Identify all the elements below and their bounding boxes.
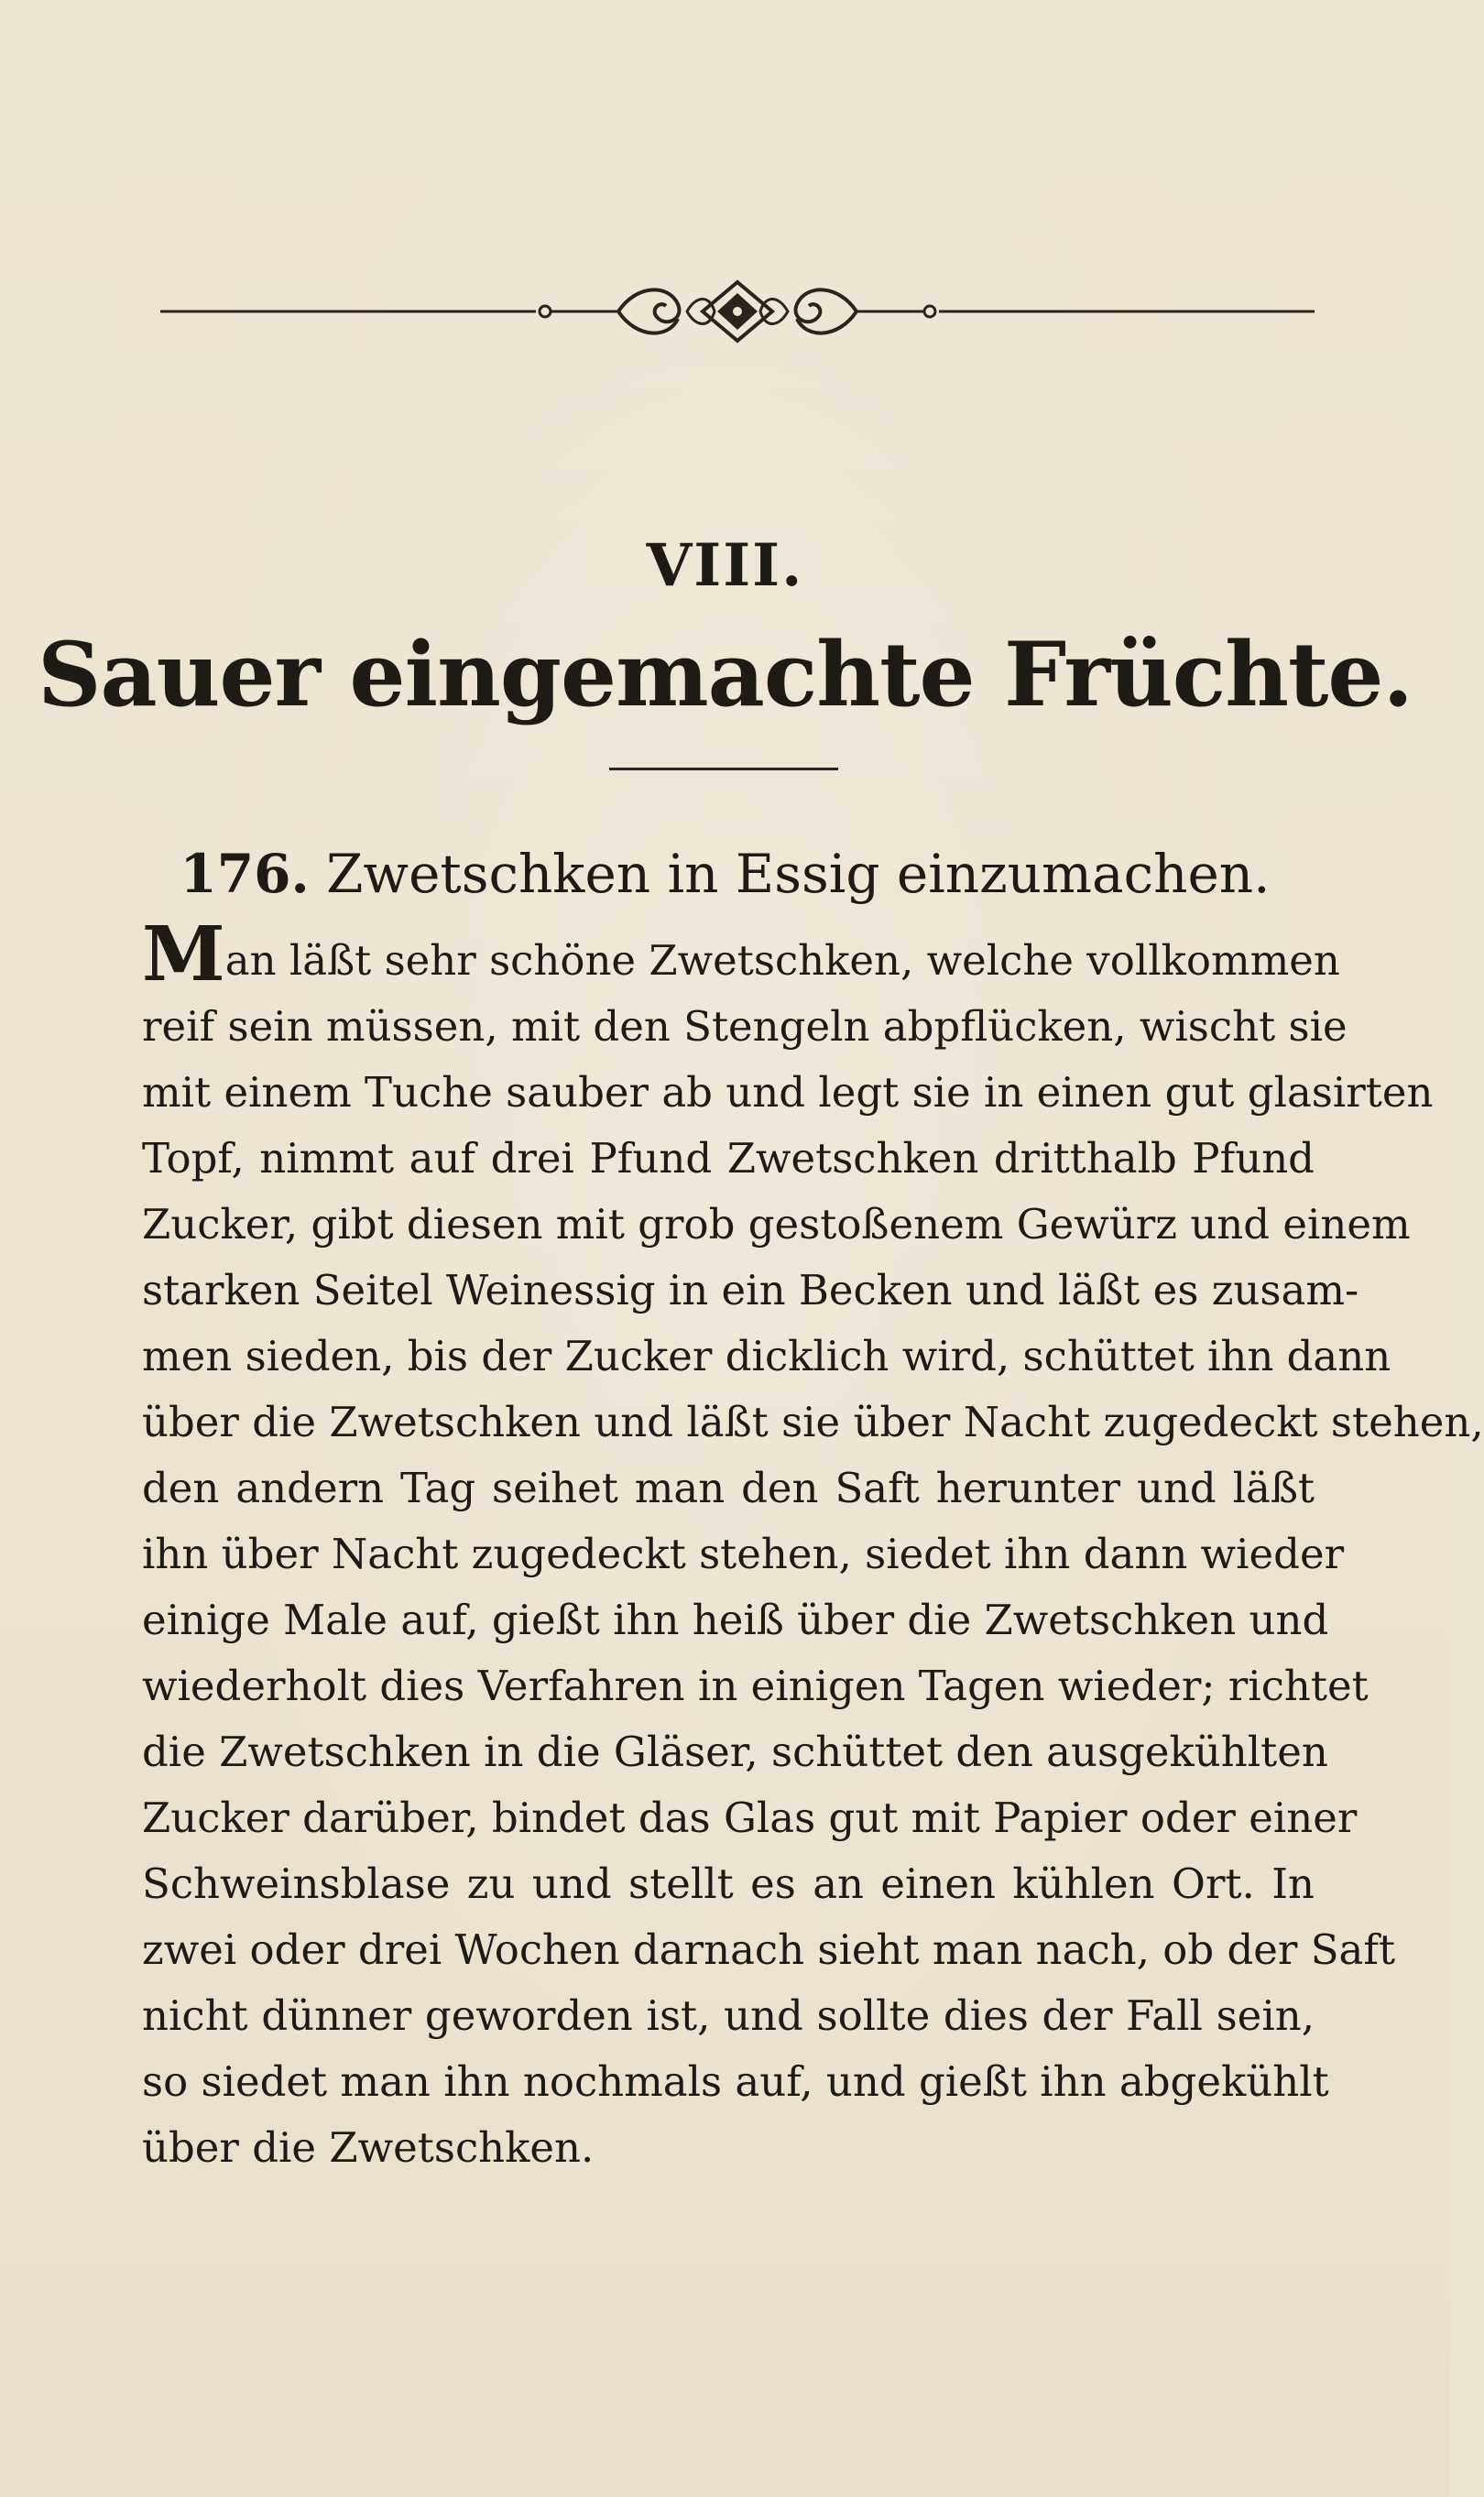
recipe-heading bbox=[0, 843, 1450, 905]
recipe-number: 176. bbox=[180, 843, 310, 905]
text-line: Zucker darüber, bindet das Glas gut mit Papier oder einer bbox=[142, 1794, 1358, 1842]
text-line: ihn über Nacht zugedeckt stehen, siedet ihn dann wieder bbox=[142, 1530, 1345, 1578]
text-line: einige Male auf, gießt ihn heiß über die Zwetschken und bbox=[142, 1596, 1329, 1644]
recipe-title: Zwetschken in Essig einzumachen. bbox=[326, 843, 1271, 905]
text-line: über die Zwetschken und läßt sie über Nacht zugedeckt stehen, bbox=[142, 1398, 1484, 1446]
text-line: nicht dünner geworden ist, und sollte dies der Fall sein, bbox=[142, 1991, 1315, 2040]
text-line: die Zwetschken in die Gläser, schüttet den ausgekühlten bbox=[142, 1728, 1328, 1776]
text-line: Man läßt sehr schöne Zwetschken, welche vollkommen bbox=[142, 910, 1340, 998]
text-line: mit einem Tuche sauber ab und legt sie in einen gut glasirten bbox=[142, 1068, 1434, 1117]
recipe-body bbox=[142, 910, 1484, 2181]
text-line: so siedet man ihn nochmals auf, und gießt ihn abgekühlt bbox=[142, 2057, 1329, 2106]
text-line: über die Zwetschken. bbox=[142, 2123, 595, 2172]
text-line: starken Seitel Weinessig in ein Becken und läßt es zusam- bbox=[142, 1266, 1359, 1314]
text-line: zwei oder drei Wochen darnach sieht man nach, ob der Saft bbox=[142, 1925, 1396, 1974]
text-line: men sieden, bis der Zucker dicklich wird, schüttet ihn dann bbox=[142, 1332, 1391, 1380]
title-rule bbox=[609, 768, 838, 770]
show-through-shadow bbox=[385, 348, 1328, 414]
chapter-title: Sauer eingemachte Früchte. bbox=[38, 623, 1413, 726]
text-line: Topf, nimmt auf drei Pfund Zwetschken dritthalb Pfund bbox=[142, 1134, 1315, 1183]
chapter-number: VIII. bbox=[646, 531, 804, 600]
text-line: reif sein müssen, mit den Stengeln abpflücken, wischt sie bbox=[142, 1002, 1348, 1051]
text-line: Schweinsblase zu und stellt es an einen kühlen Ort. In bbox=[142, 1859, 1315, 1908]
text-line: wiederholt dies Verfahren in einigen Tagen wieder; richtet bbox=[142, 1662, 1369, 1710]
text-line: Zucker, gibt diesen mit grob gestoßenem Gewürz und einem bbox=[142, 1200, 1411, 1248]
drop-cap: M bbox=[142, 910, 225, 998]
ornament-divider bbox=[160, 275, 1315, 348]
text-line: den andern Tag seihet man den Saft herunter und läßt bbox=[142, 1464, 1315, 1512]
